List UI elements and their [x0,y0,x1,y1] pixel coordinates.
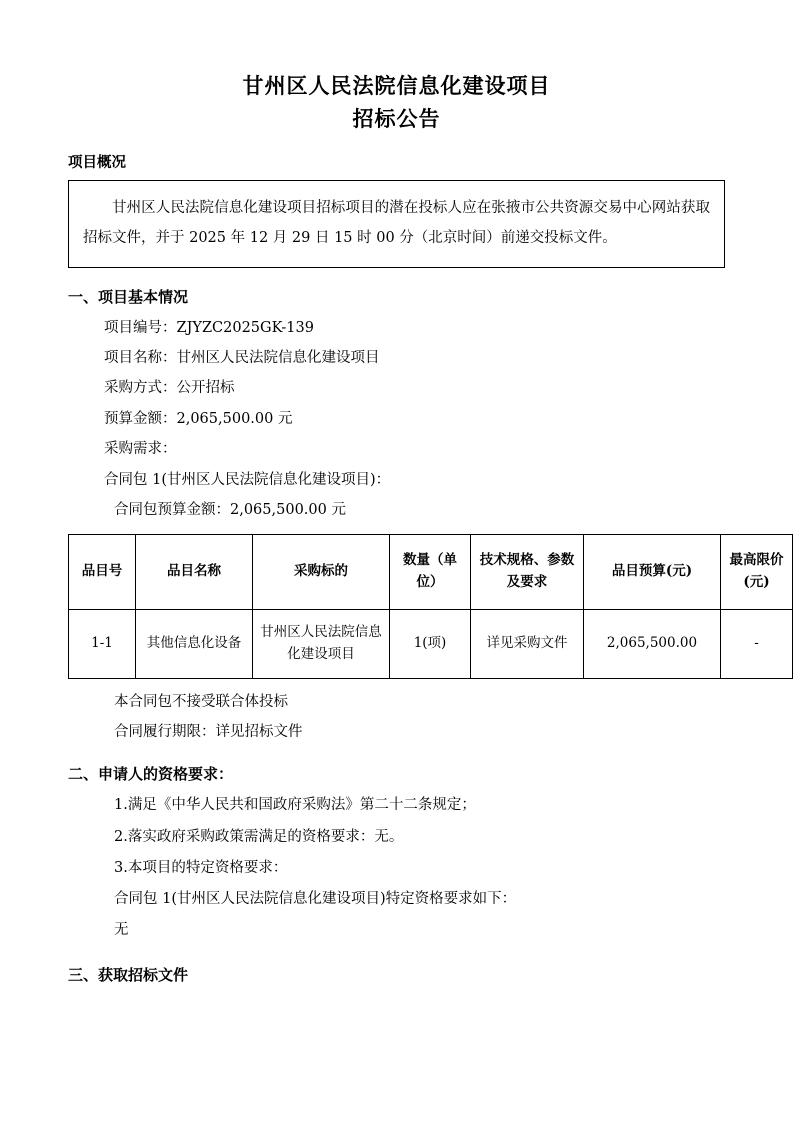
section-2-heading: 二、申请人的资格要求： [68,765,234,784]
section-3-heading: 三、获取招标文件 [68,966,189,985]
qualification-item-2: 2.落实政府采购政策需满足的资格要求：无。 [114,828,404,845]
note-period: 合同履行期限：详见招标文件 [114,724,303,741]
cell-budget: 2,065,500.00 [584,609,721,678]
goods-table [68,534,793,679]
note-consortium: 本合同包不接受联合体投标 [114,693,288,710]
qualification-item-5: 无 [114,922,129,939]
package-line: 合同包 1(甘州区人民法院信息化建设项目)： [104,471,391,488]
cell-item-name: 其他信息化设备 [136,609,253,678]
overview-text: 甘州区人民法院信息化建设项目招标项目的潜在投标人应在张掖市公共资源交易中心网站获取招标文件，并于 2025 年 12 月 29 日 15 时 00 分（北京时间）前递交投标文件。 [83,200,710,246]
document-title-line2: 招标公告 [352,105,441,131]
qualification-item-3: 3.本项目的特定资格要求： [114,859,288,876]
budget-amount: 预算金额：2,065,500.00 元 [104,410,293,427]
table-header-cell: 数量（单位） [390,534,471,609]
table-header-cell: 品目号 [69,534,136,609]
cell-subject: 甘州区人民法院信息化建设项目 [253,609,390,678]
cell-item-no: 1-1 [69,609,136,678]
table-header-cell: 品目名称 [136,534,253,609]
purchase-demand-label: 采购需求： [104,441,177,458]
package-budget: 合同包预算金额：2,065,500.00 元 [114,502,346,519]
qualification-item-4: 合同包 1(甘州区人民法院信息化建设项目)特定资格要求如下： [114,890,517,907]
table-header-cell: 采购标的 [253,534,390,609]
qualification-item-1: 1.满足《中华人民共和国政府采购法》第二十二条规定； [114,797,476,814]
overview-label: 项目概况 [68,154,126,172]
document-title-line1: 甘州区人民法院信息化建设项目 [242,73,551,98]
table-header-cell: 技术规格、参数及要求 [471,534,584,609]
table-row [69,609,793,678]
project-number: 项目编号：ZJYZC2025GK-139 [104,319,314,336]
cell-spec: 详见采购文件 [471,609,584,678]
table-header-cell: 品目预算(元) [584,534,721,609]
table-header-cell: 最高限价(元) [721,534,793,609]
overview-box [68,180,725,267]
cell-quantity: 1(项) [390,609,471,678]
section-1-heading: 一、项目基本情况 [68,287,189,306]
cell-max-price: - [721,609,793,678]
table-header-row [69,534,793,609]
purchase-method: 采购方式：公开招标 [104,380,235,397]
project-name: 项目名称：甘州区人民法院信息化建设项目 [104,349,380,366]
